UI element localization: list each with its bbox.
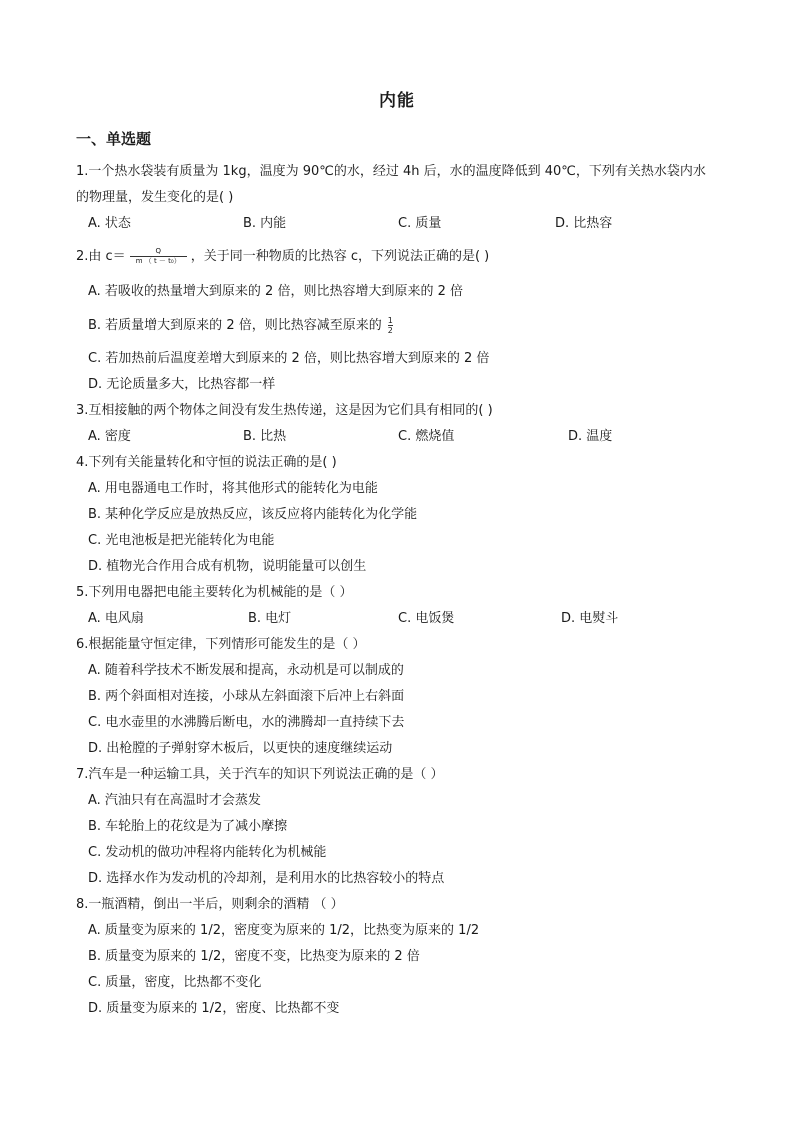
question-7-option-a[interactable]: A. 汽油只有在高温时才会蒸发 (88, 793, 261, 808)
half-numerator: 1 (387, 316, 393, 325)
question-4-option-d[interactable]: D. 植物光合作用合成有机物，说明能量可以创生 (88, 559, 367, 574)
question-5-option-a[interactable]: A. 电风扇 (88, 611, 144, 626)
question-6-option-b[interactable]: B. 两个斜面相对连接，小球从左斜面滚下后冲上右斜面 (88, 689, 405, 704)
question-2-stem-suffix: ，关于同一种物质的比热容 c，下列说法正确的是( ) (190, 249, 490, 264)
question-1-option-a[interactable]: A. 状态 (88, 216, 131, 231)
question-7-option-d[interactable]: D. 选择水作为发动机的冷却剂，是利用水的比热容较小的特点 (88, 871, 445, 886)
question-4-stem: 4.下列有关能量转化和守恒的说法正确的是( ) (76, 455, 337, 470)
question-4-option-a[interactable]: A. 用电器通电工作时，将其他形式的能转化为电能 (88, 481, 378, 496)
question-6-stem: 6.根据能量守恒定律，下列情形可能发生的是（ ） (76, 637, 366, 652)
specific-heat-formula (130, 247, 187, 266)
question-2-option-a[interactable]: A. 若吸收的热量增大到原来的 2 倍，则比热容增大到原来的 2 倍 (88, 284, 464, 299)
page-title: 内能 (379, 91, 415, 111)
question-3-option-b[interactable]: B. 比热 (243, 429, 287, 444)
question-3-option-a[interactable]: A. 密度 (88, 429, 131, 444)
question-2-option-d[interactable]: D. 无论质量多大，比热容都一样 (88, 377, 276, 392)
question-7-option-c[interactable]: C. 发动机的做功冲程将内能转化为机械能 (88, 845, 327, 860)
question-6-option-a[interactable]: A. 随着科学技术不断发展和提高，永动机是可以制成的 (88, 663, 404, 678)
question-1-option-b[interactable]: B. 内能 (243, 216, 287, 231)
formula-denominator: m （ t － t₀） (130, 256, 187, 266)
question-8-option-b[interactable]: B. 质量变为原来的 1/2，密度不变，比热变为原来的 2 倍 (88, 949, 420, 964)
question-5-option-c[interactable]: C. 电饭煲 (398, 611, 455, 626)
section-heading: 一、单选题 (76, 130, 152, 148)
question-8-option-c[interactable]: C. 质量，密度，比热都不变化 (88, 975, 262, 990)
question-3-option-d[interactable]: D. 温度 (568, 429, 613, 444)
question-6-option-d[interactable]: D. 出枪膛的子弹射穿木板后，以更快的速度继续运动 (88, 741, 393, 756)
question-2-option-c[interactable]: C. 若加热前后温度差增大到原来的 2 倍，则比热容增大到原来的 2 倍 (88, 351, 490, 366)
question-8-option-d[interactable]: D. 质量变为原来的 1/2，密度、比热都不变 (88, 1001, 340, 1016)
one-half-fraction (388, 316, 393, 335)
question-6-option-c[interactable]: C. 电水壶里的水沸腾后断电，水的沸腾却一直持续下去 (88, 715, 405, 730)
question-4-option-b[interactable]: B. 某种化学反应是放热反应，该反应将内能转化为化学能 (88, 507, 418, 522)
question-8-stem: 8.一瓶酒精，倒出一半后，则剩余的酒精 （ ） (76, 897, 344, 912)
question-7-option-b[interactable]: B. 车轮胎上的花纹是为了减小摩擦 (88, 819, 288, 834)
question-2-stem (76, 247, 489, 266)
question-2-stem-prefix: 2.由 c＝ (76, 249, 126, 264)
half-denominator: 2 (387, 326, 393, 335)
question-3-stem: 3.互相接触的两个物体之间没有发生热传递，这是因为它们具有相同的( ) (76, 403, 493, 418)
question-7-stem: 7.汽车是一种运输工具，关于汽车的知识下列说法正确的是（ ） (76, 767, 444, 782)
question-4-option-c[interactable]: C. 光电池板是把光能转化为电能 (88, 533, 275, 548)
question-1-option-c[interactable]: C. 质量 (398, 216, 442, 231)
question-8-option-a[interactable]: A. 质量变为原来的 1/2，密度变为原来的 1/2，比热变为原来的 1/2 (88, 923, 480, 938)
question-1-option-d[interactable]: D. 比热容 (555, 216, 613, 231)
question-2-option-b[interactable] (88, 316, 393, 335)
question-5-option-b[interactable]: B. 电灯 (248, 611, 292, 626)
question-5-option-d[interactable]: D. 电熨斗 (561, 611, 619, 626)
question-1-stem-line1: 1.一个热水袋装有质量为 1kg，温度为 90℃的水，经过 4h 后，水的温度降低到 40℃，下列有关热水袋内水 (76, 164, 706, 179)
question-3-option-c[interactable]: C. 燃烧值 (398, 429, 455, 444)
formula-numerator: Q (155, 247, 161, 255)
question-2-option-b-text: B. 若质量增大到原来的 2 倍，则比热容减至原来的 (88, 318, 382, 333)
question-1-stem-line2: 的物理量，发生变化的是( ) (76, 190, 234, 205)
question-5-stem: 5.下列用电器把电能主要转化为机械能的是（ ） (76, 585, 353, 600)
